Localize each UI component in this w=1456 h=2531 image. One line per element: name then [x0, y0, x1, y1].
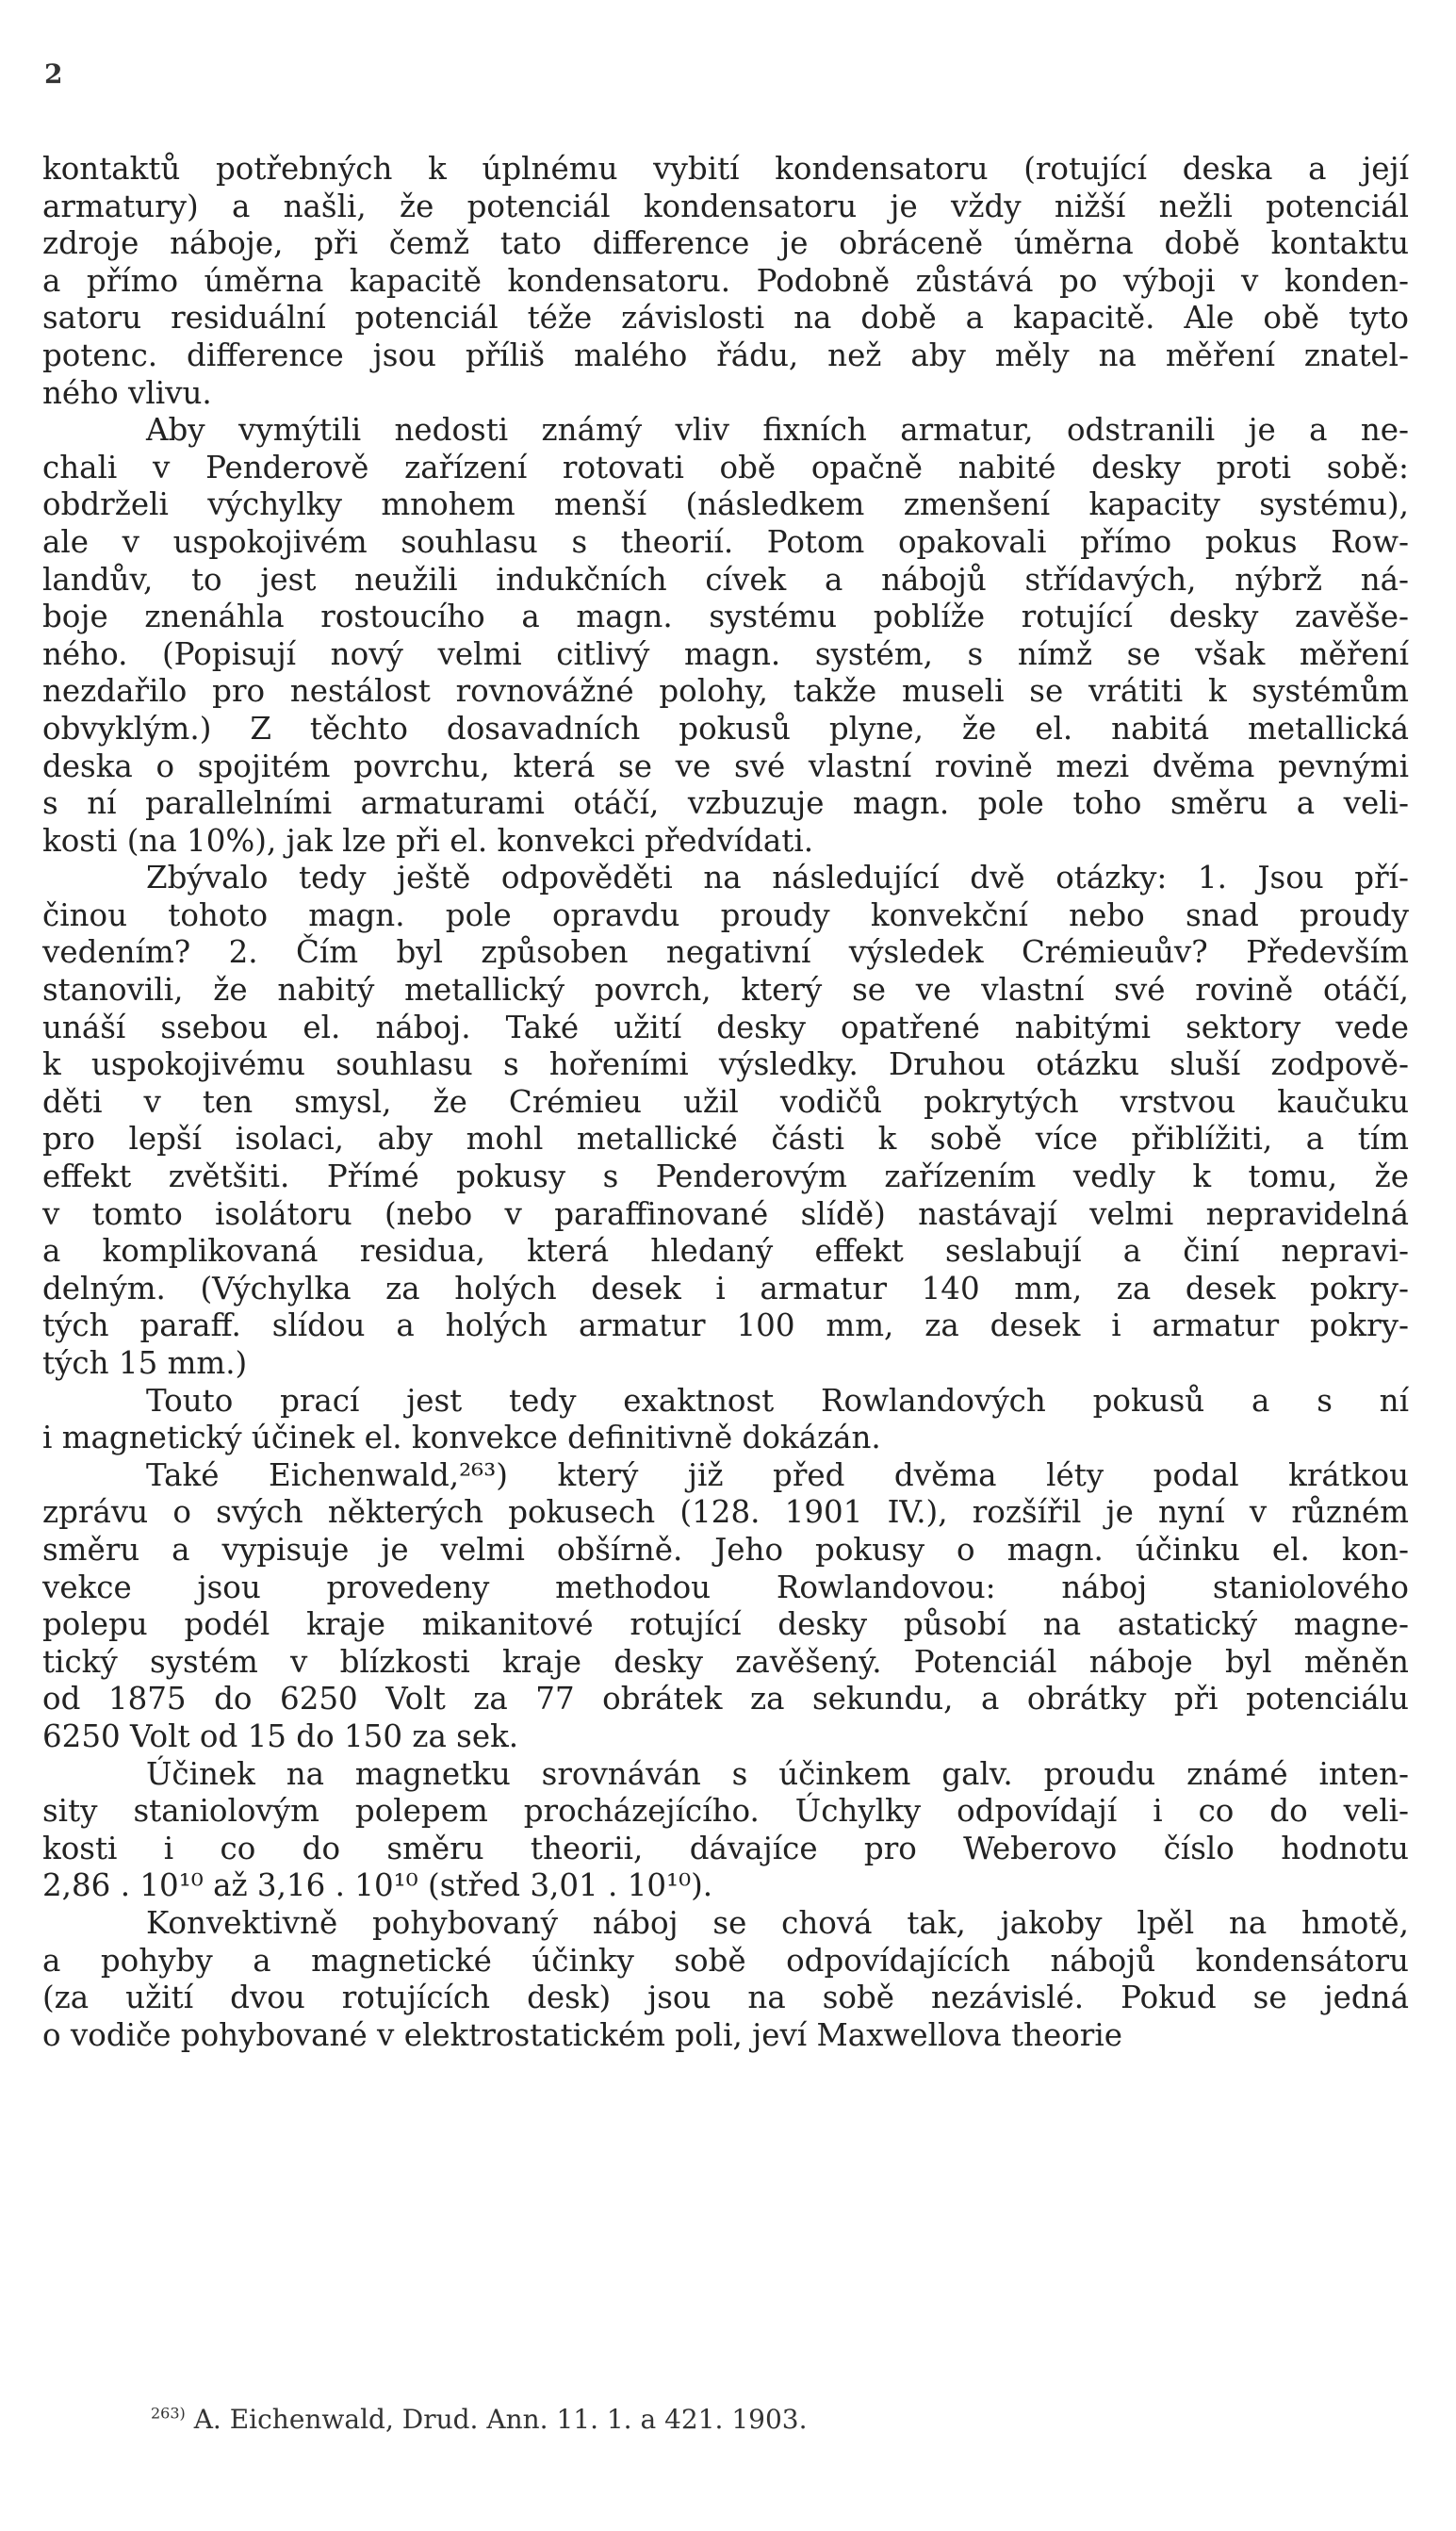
text-line: unáší ssebou el. náboj. Také užití desky opatřené nabitými sektory vede	[42, 1009, 1409, 1045]
body-text	[42, 151, 1409, 2054]
text-line: stanovili, že nabitý metallický povrch, který se ve vlastní své rovině otáčí,	[42, 972, 1409, 1009]
text-line: a komplikovaná residua, která hledaný effekt seslabují a činí nepravi-	[42, 1233, 1409, 1270]
text-line: deska o spojitém povrchu, která se ve své vlastní rovině mezi dvěma pevnými	[42, 748, 1409, 784]
text-line: satoru residuální potenciál téže závislosti na době a kapacitě. Ale obě tyto	[42, 300, 1409, 337]
text-line: činou tohoto magn. pole opravdu proudy konvekční nebo snad proudy	[42, 896, 1409, 933]
text-line: s ní parallelními armaturami otáčí, vzbuzuje magn. pole toho směru a veli-	[42, 785, 1409, 822]
text-line: obvyklým.) Z těchto dosavadních pokusů plyne, že el. nabitá metallická	[42, 710, 1409, 747]
page-number: 2	[44, 58, 63, 90]
paragraph	[42, 1457, 1409, 1756]
text-line: Zbývalo tedy ještě odpověděti na následující dvě otázky: 1. Jsou pří-	[146, 860, 1409, 896]
text-line: kontaktů potřebných k úplnému vybití kondensatoru (rotující deska a její	[42, 151, 1409, 187]
text-line: vekce jsou provedeny methodou Rowlandovou: náboj staniolového	[42, 1569, 1409, 1605]
text-line: Také Eichenwald,²⁶³) který již před dvěma léty podal krátkou	[146, 1456, 1409, 1493]
text-line: potenc. difference jsou příliš malého řádu, než aby měly na měření znatel-	[42, 337, 1409, 373]
text-line: vedením? 2. Čím byl způsoben negativní výsledek Crémieuův? Především	[42, 934, 1409, 971]
text-line: a přímo úměrna kapacitě kondensatoru. Podobně zůstává po výboji v konden-	[42, 262, 1409, 299]
footnote	[151, 2404, 807, 2435]
text-line: zprávu o svých některých pokusech (128. 1901 IV.), rozšířil je nyní v různém	[42, 1494, 1409, 1531]
text-line: polepu podél kraje mikanitové rotující desky působí na astatický magne-	[42, 1606, 1409, 1643]
text-line: kosti i co do směru theorii, dávajíce pro Weberovo číslo hodnotu	[42, 1830, 1409, 1866]
text-line: směru a vypisuje je velmi obšírně. Jeho pokusy o magn. účinku el. kon-	[42, 1531, 1409, 1568]
text-line: a pohyby a magnetické účinky sobě odpovídajících nábojů kondensátoru	[42, 1942, 1409, 1979]
text-line: v tomto isolátoru (nebo v paraffinované slídě) nastávají velmi nepravidelná	[42, 1195, 1409, 1232]
text-line: děti v ten smysl, že Crémieu užil vodičů pokrytých vrstvou kaučuku	[42, 1083, 1409, 1120]
text-line: tický systém v blízkosti kraje desky zavěšený. Potenciál náboje byl měněn	[42, 1643, 1409, 1680]
text-line: (za užití dvou rotujících desk) jsou na sobě nezávislé. Pokud se jedná	[42, 1980, 1409, 2016]
text-line: chali v Penderově zařízení rotovati obě opačně nabité desky proti sobě:	[42, 449, 1409, 485]
text-line: ného. (Popisují nový velmi citlivý magn. systém, s nímž se však měření	[42, 635, 1409, 672]
paragraph	[42, 860, 1409, 1382]
text-line: Aby vymýtili nedosti známý vliv fixních armatur, odstranili je a ne-	[146, 412, 1409, 449]
paragraph	[42, 412, 1409, 860]
text-line: od 1875 do 6250 Volt za 77 obrátek za sekundu, a obrátky při potenciálu	[42, 1681, 1409, 1717]
text-line: landův, to jest neužili indukčních cívek a nábojů střídavých, nýbrž ná-	[42, 561, 1409, 598]
text-line: ale v uspokojivém souhlasu s theorií. Potom opakovali přímo pokus Row-	[42, 523, 1409, 560]
text-line: i magnetický účinek el. konvekce definitivně dokázán.	[42, 1420, 881, 1456]
text-line: Touto prací jest tedy exaktnost Rowlandových pokusů a s ní	[146, 1382, 1409, 1419]
text-line: Účinek na magnetku srovnáván s účinkem galv. proudu známé inten-	[146, 1755, 1409, 1792]
text-line: zdroje náboje, při čemž tato difference je obráceně úměrna době kontaktu	[42, 225, 1409, 262]
text-line: obdrželi výchylky mnohem menší (následkem zmenšení kapacity systému),	[42, 486, 1409, 523]
text-line: tých 15 mm.)	[42, 1345, 248, 1381]
text-line: sity staniolovým polepem procházejícího. Úchylky odpovídají i co do veli-	[42, 1793, 1409, 1830]
text-line: tých paraff. slídou a holých armatur 100 mm, za desek i armatur pokry-	[42, 1307, 1409, 1344]
footnote-text: A. Eichenwald, Drud. Ann. 11. 1. a 421. 1903.	[193, 2404, 808, 2435]
footnote-mark: 263)	[151, 2404, 186, 2423]
text-line: nezdařilo pro nestálost rovnovážné polohy, takže museli se vrátiti k systémům	[42, 673, 1409, 710]
paragraph	[42, 1383, 1409, 1457]
text-line: armatury) a našli, že potenciál kondensatoru je vždy nižší nežli potenciál	[42, 188, 1409, 224]
text-line: effekt zvětšiti. Přímé pokusy s Penderovým zařízením vedly k tomu, že	[42, 1159, 1409, 1195]
text-line: 6250 Volt od 15 do 150 za sek.	[42, 1717, 519, 1754]
text-line: ného vlivu.	[42, 374, 212, 411]
text-line: Konvektivně pohybovaný náboj se chová tak, jakoby lpěl na hmotě,	[146, 1904, 1409, 1941]
paragraph	[42, 151, 1409, 412]
paragraph	[42, 1756, 1409, 1905]
paragraph	[42, 1905, 1409, 2054]
text-line: kosti (na 10%), jak lze při el. konvekci předvídati.	[42, 822, 814, 859]
text-line: o vodiče pohybované v elektrostatickém poli, jeví Maxwellova theorie	[42, 2016, 1122, 2053]
text-line: pro lepší isolaci, aby mohl metallické části k sobě více přiblížiti, a tím	[42, 1121, 1409, 1158]
text-line: 2,86 . 10¹⁰ až 3,16 . 10¹⁰ (střed 3,01 . 10¹⁰).	[42, 1867, 713, 1904]
text-line: k uspokojivému souhlasu s hořeními výsledky. Druhou otázku sluší zodpově-	[42, 1046, 1409, 1083]
text-line: delným. (Výchylka za holých desek i armatur 140 mm, za desek pokry-	[42, 1270, 1409, 1307]
text-line: boje znenáhla rostoucího a magn. systému poblíže rotující desky zavěše-	[42, 599, 1409, 635]
